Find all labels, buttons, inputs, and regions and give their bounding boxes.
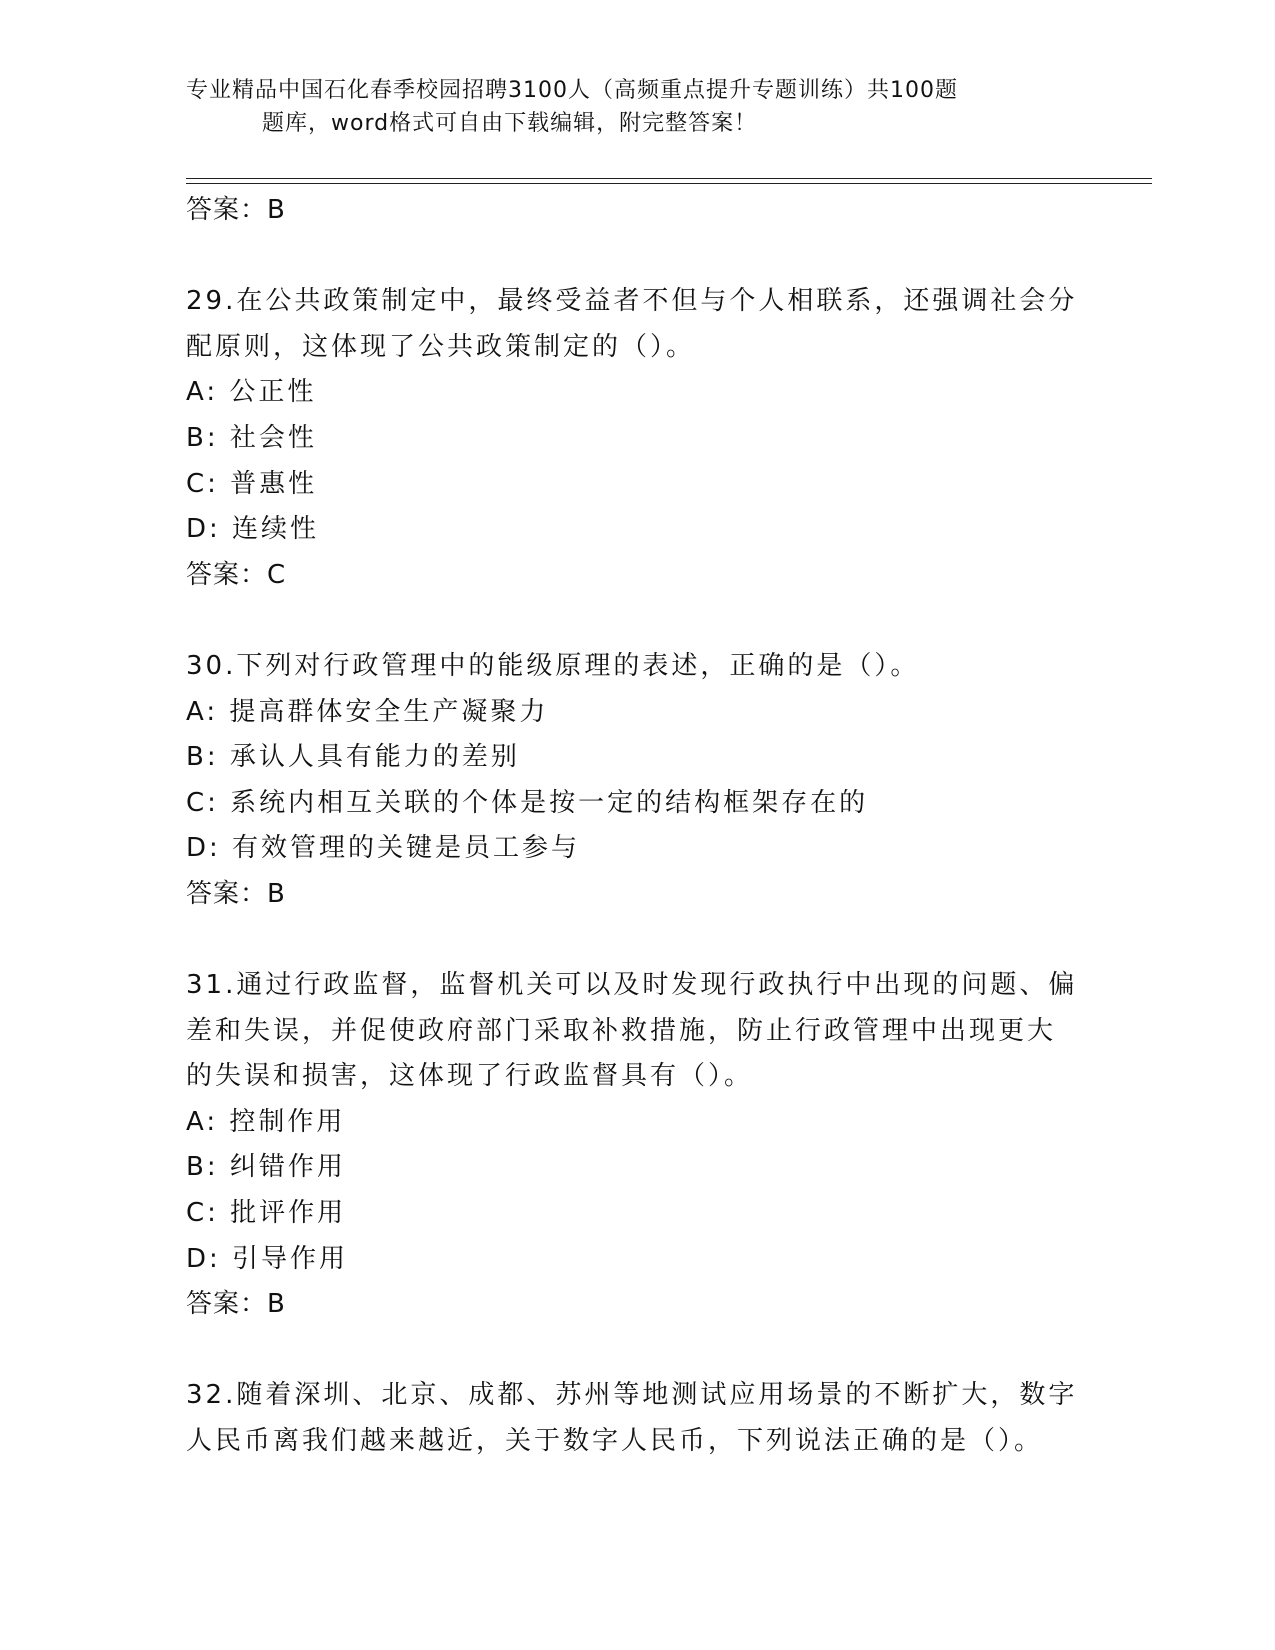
answer-line: 答案：C [186, 559, 287, 590]
question-stem-line: 的失误和损害，这体现了行政监督具有（）。 [186, 1061, 754, 1092]
option-c: C: 系统内相互关联的个体是按一定的结构框架存在的 [186, 787, 869, 818]
option-c: C: 普惠性 [186, 468, 318, 499]
option-b: B: 承认人具有能力的差别 [186, 742, 520, 773]
header-line-1: 专业精品中国石化春季校园招聘3100人（高频重点提升专题训练）共100题 [186, 78, 958, 103]
option-d: D: 连续性 [186, 514, 320, 545]
header-line-2: 题库，word格式可自由下载编辑，附完整答案！ [262, 111, 758, 136]
question-29 [186, 279, 1086, 598]
option-b: B: 纠错作用 [186, 1152, 346, 1183]
document-header [186, 74, 1046, 140]
option-a: A: 控制作用 [186, 1106, 346, 1137]
option-d: D: 引导作用 [186, 1243, 349, 1274]
option-d: D: 有效管理的关键是员工参与 [186, 833, 581, 864]
question-stem-line: 30.下列对行政管理中的能级原理的表述，正确的是（）。 [186, 650, 920, 681]
header-rule-bottom [186, 183, 1152, 184]
option-a: A: 公正性 [186, 377, 317, 408]
spacer [186, 1328, 1086, 1374]
spacer [186, 918, 1086, 964]
question-30 [186, 644, 1086, 918]
answer-line: 答案：B [186, 195, 286, 225]
question-stem-line: 差和失误，并促使政府部门采取补救措施，防止行政管理中出现更大 [186, 1015, 1057, 1046]
question-32 [186, 1373, 1086, 1464]
question-stem-line: 31.通过行政监督，监督机关可以及时发现行政执行中出现的问题、偏 [186, 970, 1078, 1001]
answer-line: 答案：B [186, 878, 286, 909]
spacer [186, 234, 1086, 280]
question-31 [186, 963, 1086, 1328]
question-content [186, 188, 1086, 1465]
question-stem-line: 29.在公共政策制定中，最终受益者不但与个人相联系，还强调社会分 [186, 286, 1078, 317]
option-b: B: 社会性 [186, 422, 317, 453]
option-c: C: 批评作用 [186, 1198, 347, 1229]
spacer [186, 598, 1086, 644]
header-rule-top [186, 178, 1152, 179]
question-stem-line: 32.随着深圳、北京、成都、苏州等地测试应用场景的不断扩大，数字 [186, 1380, 1078, 1411]
question-stem-line: 人民币离我们越来越近，关于数字人民币，下列说法正确的是（）。 [186, 1426, 1044, 1457]
question-stem-line: 配原则，这体现了公共政策制定的（）。 [186, 331, 696, 362]
answer-line: 答案：B [186, 1289, 286, 1320]
option-a: A: 提高群体安全生产凝聚力 [186, 696, 549, 727]
